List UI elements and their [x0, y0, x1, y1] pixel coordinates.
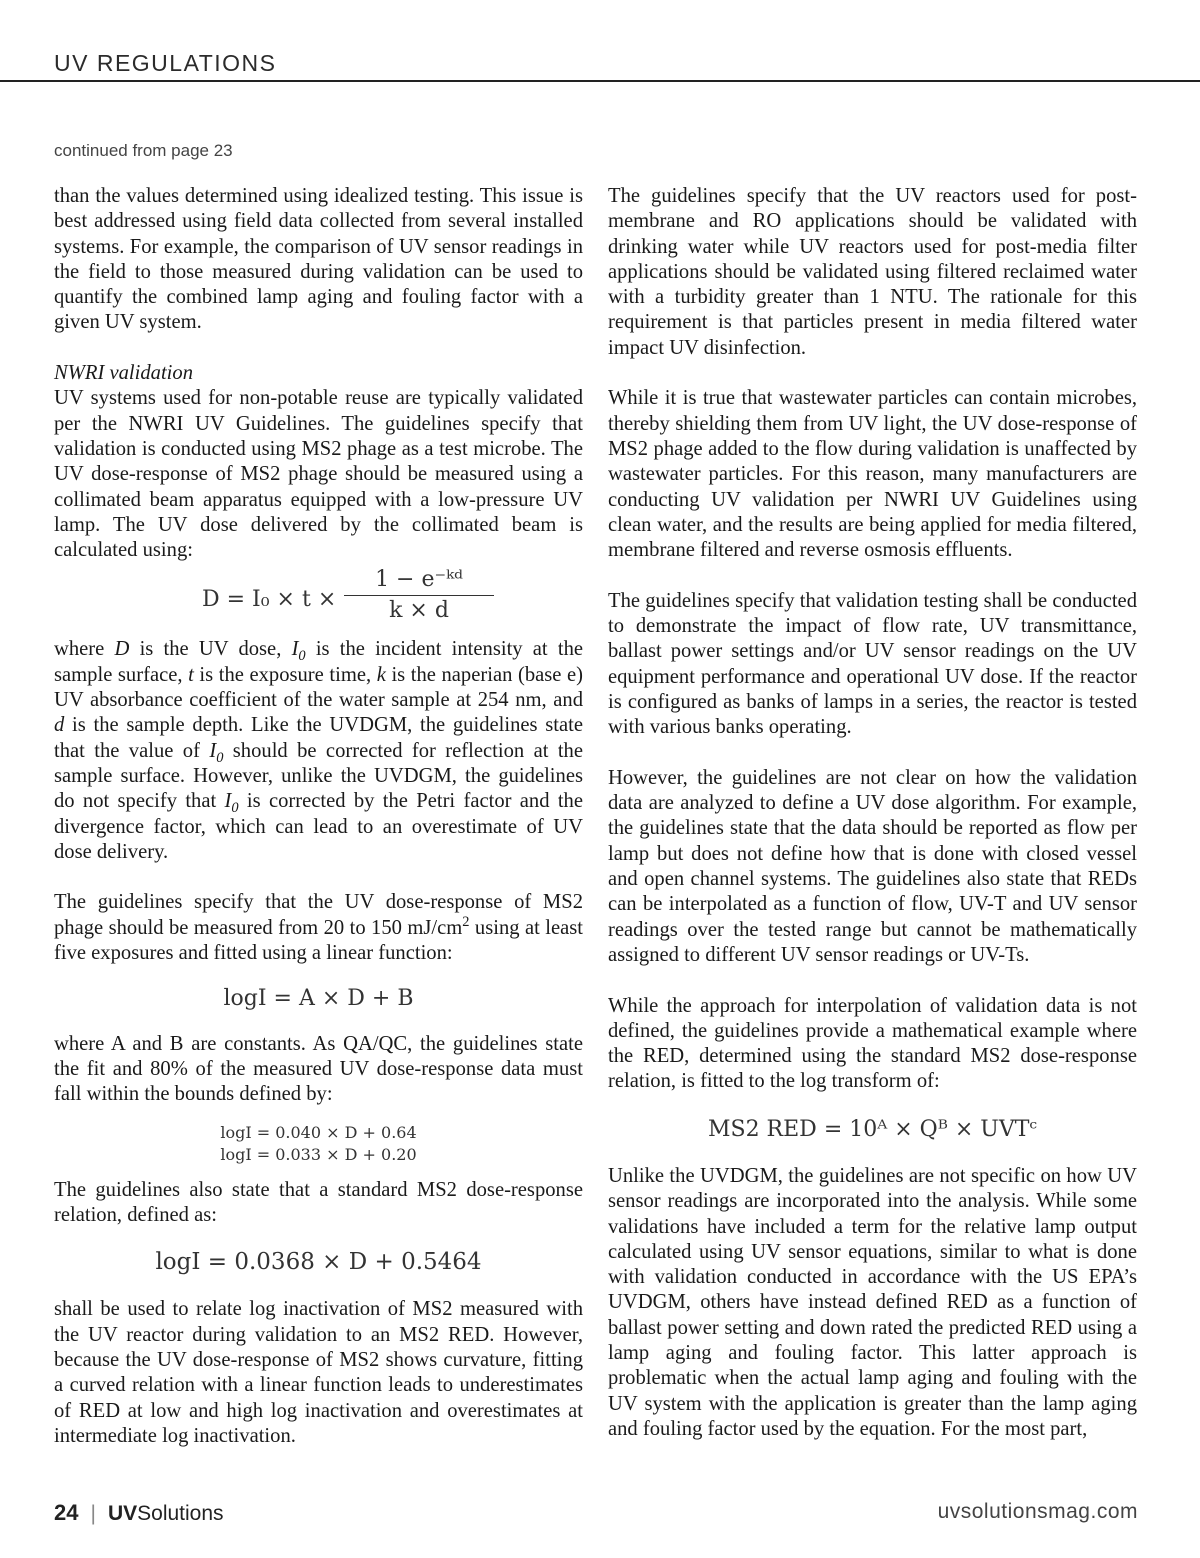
equation-bound-upper: logI = 0.040 × D + 0.64	[220, 1122, 417, 1142]
footer-website: uvsolutionsmag.com	[937, 1500, 1138, 1523]
equation-standard: logI = 0.0368 × D + 0.5464	[155, 1249, 482, 1276]
paragraph: than the values determined using idealized testing. This issue is best addressed using field data collected from several installed systems. For example, the comparison of UV sensor readings in the field to those measured during validation can be used to quantify the combined lamp aging and fouling factor with a given UV system.	[54, 185, 583, 334]
right-column	[608, 184, 1137, 1442]
left-column	[54, 184, 583, 1449]
subheading-block	[54, 361, 583, 563]
equation-bound-lower: logI = 0.033 × D + 0.20	[220, 1144, 417, 1164]
equation-red: MS2 RED = 10ᴬ × Qᴮ × UVTᶜ	[707, 1116, 1038, 1142]
paragraph: The guidelines specify that the UV reactors used for post-membrane and RO applications should be validated with drinking water while UV reactors used for post-media filter applications should be validated using filtered reclaimed water with a turbidity greater than 1 NTU. The rationale for this requirement is that particles present in media filtered water impact UV disinfection.	[608, 185, 1137, 359]
equation-linear: logI = A × D + B	[223, 986, 414, 1012]
paragraph: While the approach for interpolation of validation data is not defined, the guidelines provide a mathematical example where the RED, determined using the standard MS2 dose-response relation, is fitted to the log transform of:	[608, 994, 1137, 1093]
continued-note: continued from page 23	[54, 141, 233, 160]
paragraph: Unlike the UVDGM, the guidelines are not specific on how UV sensor readings are incorporated into the analysis. While some validations have included a term for the relative lamp output calculated using UV sensor equations, similar to what is done with validation conducted in accordance with the US EPA’s UVDGM, others have instead defined RED as a function of ballast power setting and down rated the predicted RED using a lamp aging and fouling factor. This latter approach is problematic when the actual lamp aging and fouling with the UV system with the application is greater than the lamp aging and fouling factor used by the equation. For the most part,	[608, 1164, 1137, 1440]
equation-bounds	[54, 1122, 583, 1166]
equation-fraction	[344, 567, 494, 623]
equation-dose	[54, 567, 583, 633]
paragraph: The guidelines also state that a standard MS2 dose-response relation, defined as:	[54, 1178, 583, 1226]
paragraph: However, the guidelines are not clear on how the validation data are analyzed to define a UV dose algorithm. For example, the guidelines state that the data should be reported as flow per lamp but does not define how that is done with closed vessel and open channel systems. The guidelines also state that REDs can be interpolated as a function of flow, UV-T and UV sensor readings over the tested range but cannot be mathematically assigned to different UV sensor readings or UV-Ts.	[608, 766, 1137, 966]
paragraph: While it is true that wastewater particles can contain microbes, thereby shielding them from UV light, the UV dose-response of MS2 phage added to the flow during validation is unaffected by wastewater particles. For this reason, many manufacturers are conducting UV validation per NWRI UV Guidelines using clean water, and the results are being applied for media filtered, membrane filtered and reverse osmosis effluents.	[608, 387, 1137, 562]
paragraph-variables: where D is the UV dose, $I_0$ is the incident intensity at the sample surface, t is the exposure time, k is the naperian (base e) UV absorbance coefficient of the water sample at 254 nm, and d is the sample depth. Like the UVDGM, the guidelines state that the value of $I_0$ should be corrected for reflection at the sample surface. However, unlike the UVDGM, the guidelines do not specify that $I_0$ is corrected by the Petri factor and the divergence factor, which can lead to an overestimate of UV dose delivery.	[54, 638, 584, 863]
subheading: NWRI validation	[54, 362, 193, 385]
header-divider	[0, 80, 1200, 82]
paragraph: shall be used to relate log inactivation of MS2 measured with the UV reactor during validation to an MS2 RED. However, because the UV dose-response of MS2 shows curvature, fitting a curved relation with a linear function leads to underestimates of RED at low and high log inactivation and overestimates at intermediate log inactivation.	[54, 1298, 583, 1447]
section-title: UV REGULATIONS	[54, 50, 277, 76]
brand-uv: UV	[107, 1502, 138, 1525]
equation-lhs: D = I₀ × t ×	[202, 587, 337, 613]
page-number: 24	[54, 1500, 79, 1525]
paragraph: where A and B are constants. As QA/QC, the guidelines state the fit and 80% of the measured UV dose-response data must fall within the bounds defined by:	[54, 1032, 583, 1106]
brand-name: Solutions	[137, 1502, 224, 1525]
fraction-denominator: k × d	[389, 597, 449, 623]
paragraph: The guidelines specify that the UV dose-response of MS2 phage should be measured from 20 to 150 $mJ/cm^2$ using at least five exposures and fitted using a linear function:	[54, 891, 583, 965]
footer-separator: |	[90, 1502, 96, 1525]
footer-folio	[54, 1500, 224, 1526]
paragraph: UV systems used for non-potable reuse are typically validated per the NWRI UV Guidelines. The guidelines specify that validation is conducted using MS2 phage as a test microbe. The UV dose-response of MS2 phage should be measured using a collimated beam apparatus equipped with a low-pressure UV lamp. The UV dose delivered by the collimated beam is calculated using:	[54, 387, 583, 562]
fraction-numerator: 1 − e⁻ᵏᵈ	[344, 567, 494, 595]
paragraph: The guidelines specify that validation testing shall be conducted to demonstrate the impact of flow rate, UV transmittance, ballast power settings and/or UV sensor readings on the UV equipment performance and operational UV dose. If the reactor is configured as banks of lamps in a series, the reactor is tested with various banks operating.	[608, 589, 1137, 739]
